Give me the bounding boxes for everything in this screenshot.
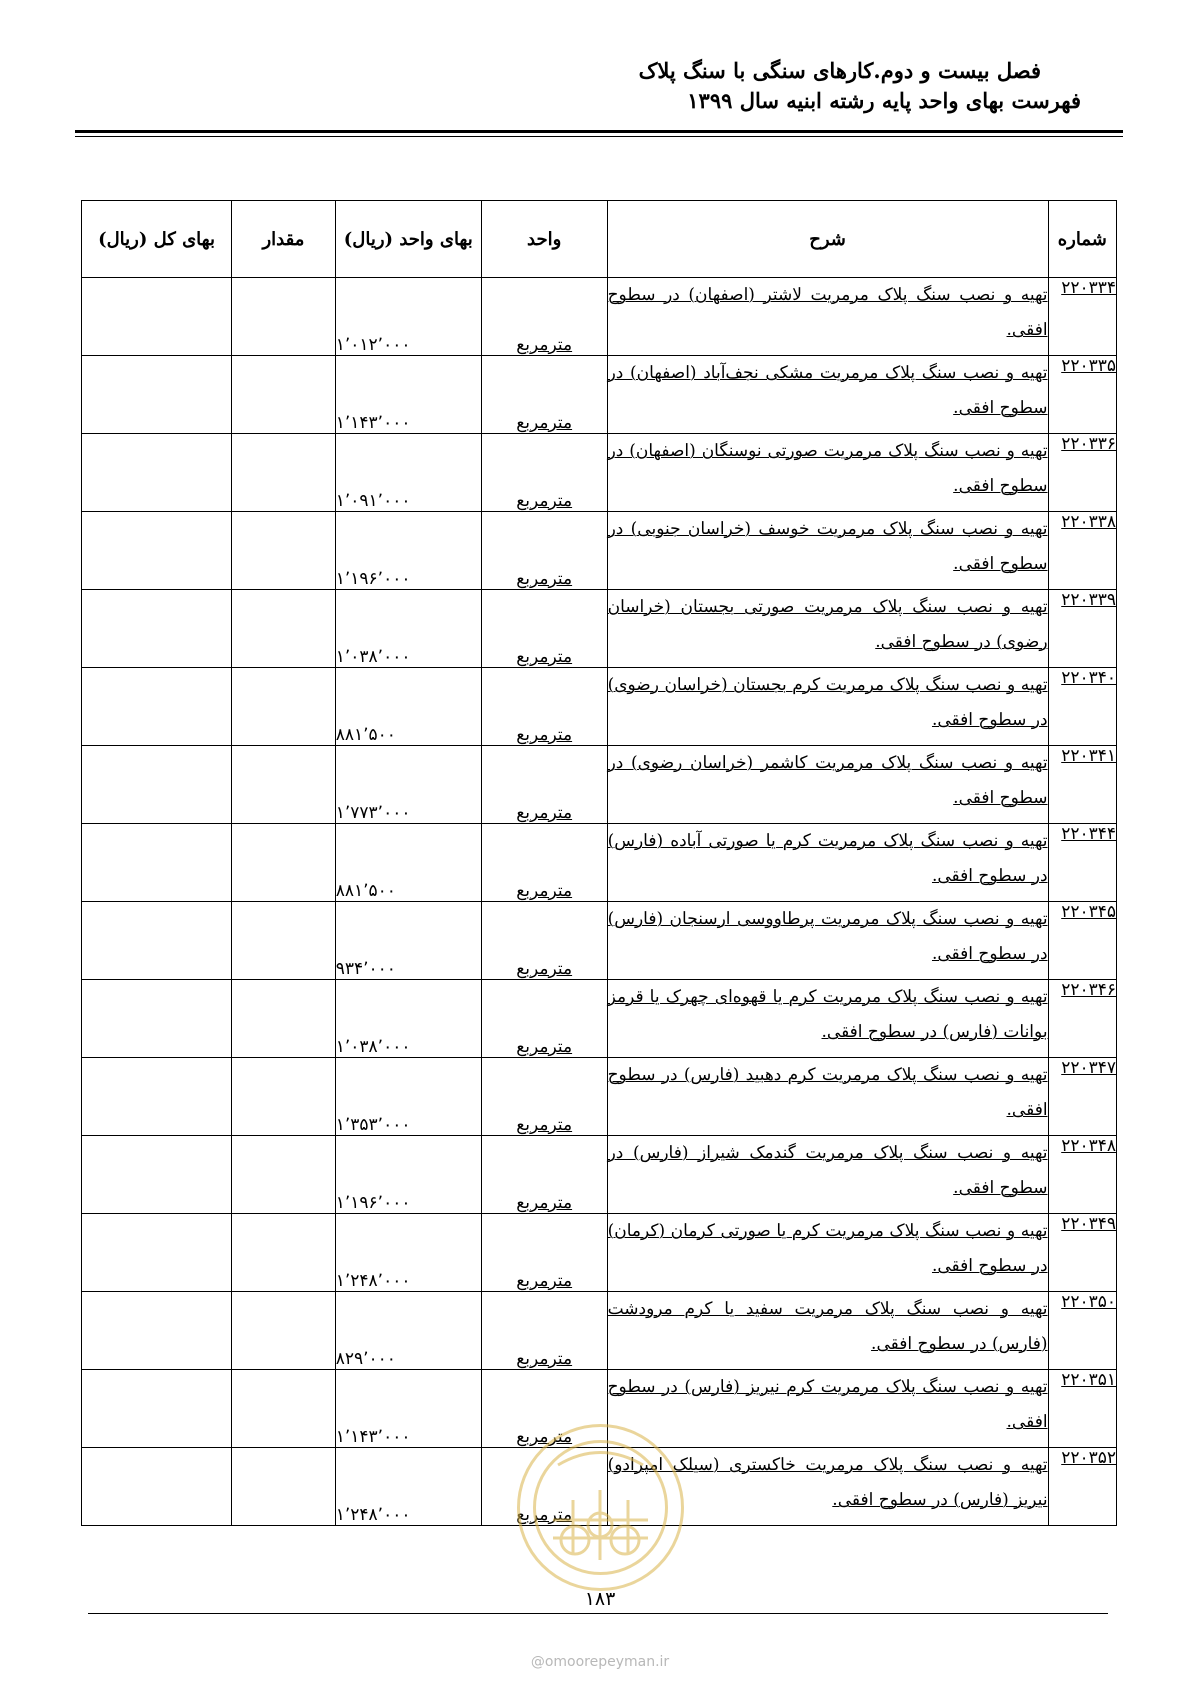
cell-unit xyxy=(481,512,607,590)
cell-item-number xyxy=(1048,1448,1116,1526)
item-unit-price: ۱٬۲۴۸٬۰۰۰ xyxy=(335,1505,411,1525)
table-row xyxy=(82,1136,1117,1214)
cell-unit-price xyxy=(335,1370,481,1448)
table-row xyxy=(82,1292,1117,1370)
item-description: تهیه و نصب سنگ پلاک مرمریت کرم یا صورتی آباده (فارس) در سطوح افقی. xyxy=(607,831,1048,886)
cell-quantity xyxy=(232,1292,336,1370)
cell-unit-price xyxy=(335,980,481,1058)
cell-unit xyxy=(481,668,607,746)
item-unit: مترمربع xyxy=(516,1037,573,1057)
cell-description xyxy=(607,824,1048,902)
column-header-total-price: بهای کل (ریال) xyxy=(82,201,232,278)
cell-total-price xyxy=(82,902,232,980)
cell-total-price xyxy=(82,1058,232,1136)
footer-divider xyxy=(88,1613,1108,1614)
table-row xyxy=(82,356,1117,434)
item-description: تهیه و نصب سنگ پلاک مرمریت مشکی نجف‌آباد (اصفهان) در سطوح افقی. xyxy=(607,363,1048,418)
cell-description xyxy=(607,902,1048,980)
price-list-table xyxy=(81,200,1117,1526)
cell-unit-price xyxy=(335,902,481,980)
cell-item-number xyxy=(1048,590,1116,668)
cell-quantity xyxy=(232,746,336,824)
cell-description xyxy=(607,590,1048,668)
cell-unit xyxy=(481,980,607,1058)
cell-unit-price xyxy=(335,356,481,434)
cell-total-price xyxy=(82,1370,232,1448)
cell-item-number xyxy=(1048,434,1116,512)
item-unit-price: ۱٬۱۹۶٬۰۰۰ xyxy=(335,569,411,589)
cell-unit xyxy=(481,1214,607,1292)
item-unit-price: ۱٬۳۵۳٬۰۰۰ xyxy=(335,1115,411,1135)
item-unit-price: ۸۸۱٬۵۰۰ xyxy=(335,881,396,901)
cell-quantity xyxy=(232,356,336,434)
item-number: ۲۲۰۳۴۴ xyxy=(1061,824,1116,844)
document-subtitle: فهرست بهای واحد پایه رشته ابنیه سال ۱۳۹۹ xyxy=(687,88,1081,113)
cell-item-number xyxy=(1048,746,1116,824)
item-unit-price: ۱٬۱۹۶٬۰۰۰ xyxy=(335,1193,411,1213)
table-row xyxy=(82,278,1117,356)
cell-total-price xyxy=(82,590,232,668)
cell-unit-price xyxy=(335,668,481,746)
cell-quantity xyxy=(232,902,336,980)
item-unit-price: ۱٬۲۴۸٬۰۰۰ xyxy=(335,1271,411,1291)
cell-item-number xyxy=(1048,512,1116,590)
item-unit: مترمربع xyxy=(516,647,573,667)
cell-unit xyxy=(481,824,607,902)
item-unit: مترمربع xyxy=(516,803,573,823)
table-row xyxy=(82,434,1117,512)
table-row xyxy=(82,512,1117,590)
cell-total-price xyxy=(82,512,232,590)
item-unit: مترمربع xyxy=(516,725,573,745)
item-description: تهیه و نصب سنگ پلاک مرمریت خوسف (خراسان جنوبی) در سطوح افقی. xyxy=(607,519,1048,574)
watermark-seal xyxy=(513,1420,688,1595)
table-row xyxy=(82,1058,1117,1136)
item-description: تهیه و نصب سنگ پلاک مرمریت صورتی نوسنگان (اصفهان) در سطوح افقی. xyxy=(607,441,1048,496)
cell-item-number xyxy=(1048,1370,1116,1448)
item-unit: مترمربع xyxy=(516,959,573,979)
table-row xyxy=(82,1214,1117,1292)
cell-unit-price xyxy=(335,746,481,824)
cell-total-price xyxy=(82,1214,232,1292)
cell-total-price xyxy=(82,824,232,902)
item-unit-price: ۱٬۱۴۳٬۰۰۰ xyxy=(335,413,411,433)
item-number: ۲۲۰۳۳۹ xyxy=(1061,590,1116,610)
cell-description xyxy=(607,746,1048,824)
item-description: تهیه و نصب سنگ پلاک مرمریت کرم یا صورتی کرمان (کرمان) در سطوح افقی. xyxy=(607,1221,1048,1276)
item-description: تهیه و نصب سنگ پلاک مرمریت سفید یا کرم مرودشت (فارس) در سطوح افقی. xyxy=(607,1299,1048,1354)
item-description: تهیه و نصب سنگ پلاک مرمریت کرم بجستان (خراسان رضوی) در سطوح افقی. xyxy=(607,675,1048,730)
item-unit-price: ۱٬۰۳۸٬۰۰۰ xyxy=(335,1037,411,1057)
table-row xyxy=(82,590,1117,668)
item-number: ۲۲۰۳۴۰ xyxy=(1061,668,1116,688)
item-number: ۲۲۰۳۵۱ xyxy=(1061,1370,1116,1390)
cell-unit-price xyxy=(335,824,481,902)
item-description: تهیه و نصب سنگ پلاک مرمریت صورتی بجستان (خراسان رضوی) در سطوح افقی. xyxy=(607,597,1048,652)
page-header xyxy=(81,56,1081,116)
cell-quantity xyxy=(232,1058,336,1136)
table-header-row xyxy=(82,201,1117,278)
cell-quantity xyxy=(232,1448,336,1526)
cell-description xyxy=(607,1292,1048,1370)
cell-quantity xyxy=(232,434,336,512)
header-divider-thin xyxy=(75,136,1123,137)
cell-quantity xyxy=(232,278,336,356)
item-description: تهیه و نصب سنگ پلاک مرمریت خاکستری (سیلک امپرادو) نیریز (فارس) در سطوح افقی. xyxy=(607,1455,1048,1510)
item-number: ۲۲۰۳۴۵ xyxy=(1061,902,1116,922)
cell-description xyxy=(607,434,1048,512)
cell-unit-price xyxy=(335,434,481,512)
cell-description xyxy=(607,1214,1048,1292)
item-unit: مترمربع xyxy=(516,413,573,433)
item-number: ۲۲۰۳۳۶ xyxy=(1061,434,1116,454)
item-unit: مترمربع xyxy=(516,1271,573,1291)
cell-item-number xyxy=(1048,980,1116,1058)
cell-unit-price xyxy=(335,1448,481,1526)
column-header-unit-price: بهای واحد (ریال) xyxy=(335,201,481,278)
item-number: ۲۲۰۳۵۰ xyxy=(1061,1292,1116,1312)
cell-total-price xyxy=(82,1448,232,1526)
item-description: تهیه و نصب سنگ پلاک مرمریت پرطاووسی ارسنجان (فارس) در سطوح افقی. xyxy=(607,909,1048,964)
column-header-unit: واحد xyxy=(481,201,607,278)
cell-item-number xyxy=(1048,356,1116,434)
cell-total-price xyxy=(82,1292,232,1370)
table-row xyxy=(82,668,1117,746)
item-description: تهیه و نصب سنگ پلاک مرمریت کاشمر (خراسان رضوی) در سطوح افقی. xyxy=(607,753,1048,808)
cell-quantity xyxy=(232,590,336,668)
table-row xyxy=(82,980,1117,1058)
item-unit: مترمربع xyxy=(516,491,573,511)
cell-description xyxy=(607,1058,1048,1136)
cell-quantity xyxy=(232,980,336,1058)
cell-quantity xyxy=(232,1136,336,1214)
item-description: تهیه و نصب سنگ پلاک مرمریت کرم دهبید (فارس) در سطوح افقی. xyxy=(607,1065,1048,1120)
cell-item-number xyxy=(1048,1214,1116,1292)
cell-quantity xyxy=(232,668,336,746)
item-unit: مترمربع xyxy=(516,1349,573,1369)
item-unit: مترمربع xyxy=(516,1505,573,1525)
cell-unit-price xyxy=(335,1058,481,1136)
cell-item-number xyxy=(1048,824,1116,902)
item-unit-price: ۱٬۰۱۲٬۰۰۰ xyxy=(335,335,411,355)
item-unit-price: ۱٬۰۹۱٬۰۰۰ xyxy=(335,491,411,511)
item-description: تهیه و نصب سنگ پلاک مرمریت کرم نیریز (فارس) در سطوح افقی. xyxy=(607,1377,1048,1432)
item-number: ۲۲۰۳۳۵ xyxy=(1061,356,1116,376)
item-unit-price: ۸۸۱٬۵۰۰ xyxy=(335,725,396,745)
item-number: ۲۲۰۳۴۱ xyxy=(1061,746,1116,766)
item-number: ۲۲۰۳۳۴ xyxy=(1061,278,1116,298)
cell-total-price xyxy=(82,746,232,824)
cell-unit-price xyxy=(335,278,481,356)
cell-unit xyxy=(481,434,607,512)
cell-description xyxy=(607,668,1048,746)
item-number: ۲۲۰۳۴۶ xyxy=(1061,980,1116,1000)
cell-description xyxy=(607,980,1048,1058)
cell-quantity xyxy=(232,824,336,902)
cell-total-price xyxy=(82,980,232,1058)
header-divider-thick xyxy=(75,130,1123,133)
item-unit-price: ۱٬۱۴۳٬۰۰۰ xyxy=(335,1427,411,1447)
item-number: ۲۲۰۳۳۸ xyxy=(1061,512,1116,532)
item-number: ۲۲۰۳۵۲ xyxy=(1061,1448,1116,1468)
item-number: ۲۲۰۳۴۷ xyxy=(1061,1058,1116,1078)
item-unit: مترمربع xyxy=(516,881,573,901)
cell-item-number xyxy=(1048,902,1116,980)
cell-unit xyxy=(481,1292,607,1370)
chapter-title: فصل بیست و دوم.کارهای سنگی با سنگ پلاک xyxy=(638,58,1041,83)
table-row xyxy=(82,746,1117,824)
cell-unit xyxy=(481,356,607,434)
item-unit: مترمربع xyxy=(516,1427,573,1447)
cell-unit-price xyxy=(335,590,481,668)
cell-unit xyxy=(481,1136,607,1214)
cell-unit xyxy=(481,590,607,668)
item-unit: مترمربع xyxy=(516,569,573,589)
cell-total-price xyxy=(82,278,232,356)
cell-unit xyxy=(481,1058,607,1136)
cell-item-number xyxy=(1048,1136,1116,1214)
item-description: تهیه و نصب سنگ پلاک مرمریت لاشتر (اصفهان) در سطوح افقی. xyxy=(607,285,1048,340)
cell-total-price xyxy=(82,356,232,434)
column-header-number: شماره xyxy=(1048,201,1116,278)
cell-unit-price xyxy=(335,512,481,590)
item-unit-price: ۹۳۴٬۰۰۰ xyxy=(335,959,396,979)
site-watermark: @omoorepeyman.ir xyxy=(530,1654,670,1670)
cell-unit xyxy=(481,278,607,356)
table-row xyxy=(82,824,1117,902)
item-unit-price: ۱٬۰۳۸٬۰۰۰ xyxy=(335,647,411,667)
cell-unit-price xyxy=(335,1214,481,1292)
item-unit: مترمربع xyxy=(516,1193,573,1213)
cell-item-number xyxy=(1048,1058,1116,1136)
item-unit-price: ۸۲۹٬۰۰۰ xyxy=(335,1349,396,1369)
item-description: تهیه و نصب سنگ پلاک مرمریت گندمک شیراز (فارس) در سطوح افقی. xyxy=(607,1143,1048,1198)
cell-unit xyxy=(481,746,607,824)
item-unit-price: ۱٬۷۷۳٬۰۰۰ xyxy=(335,803,411,823)
cell-item-number xyxy=(1048,1292,1116,1370)
cell-quantity xyxy=(232,1370,336,1448)
cell-item-number xyxy=(1048,278,1116,356)
column-header-quantity: مقدار xyxy=(232,201,336,278)
cell-unit xyxy=(481,902,607,980)
item-description: تهیه و نصب سنگ پلاک مرمریت کرم یا قهوه‌ای چهرک یا قرمز بوانات (فارس) در سطوح افقی. xyxy=(607,987,1048,1042)
cell-description xyxy=(607,1136,1048,1214)
item-number: ۲۲۰۳۴۹ xyxy=(1061,1214,1116,1234)
column-header-description: شرح xyxy=(607,201,1048,278)
cell-total-price xyxy=(82,668,232,746)
cell-quantity xyxy=(232,512,336,590)
item-unit: مترمربع xyxy=(516,1115,573,1135)
table-row xyxy=(82,902,1117,980)
cell-description xyxy=(607,512,1048,590)
cell-total-price xyxy=(82,1136,232,1214)
cell-unit-price xyxy=(335,1292,481,1370)
cell-total-price xyxy=(82,434,232,512)
page-number: ۱۸۳ xyxy=(584,1588,616,1610)
item-unit: مترمربع xyxy=(516,335,573,355)
cell-item-number xyxy=(1048,668,1116,746)
cell-quantity xyxy=(232,1214,336,1292)
cell-description xyxy=(607,278,1048,356)
item-number: ۲۲۰۳۴۸ xyxy=(1061,1136,1116,1156)
cell-unit-price xyxy=(335,1136,481,1214)
cell-description xyxy=(607,356,1048,434)
